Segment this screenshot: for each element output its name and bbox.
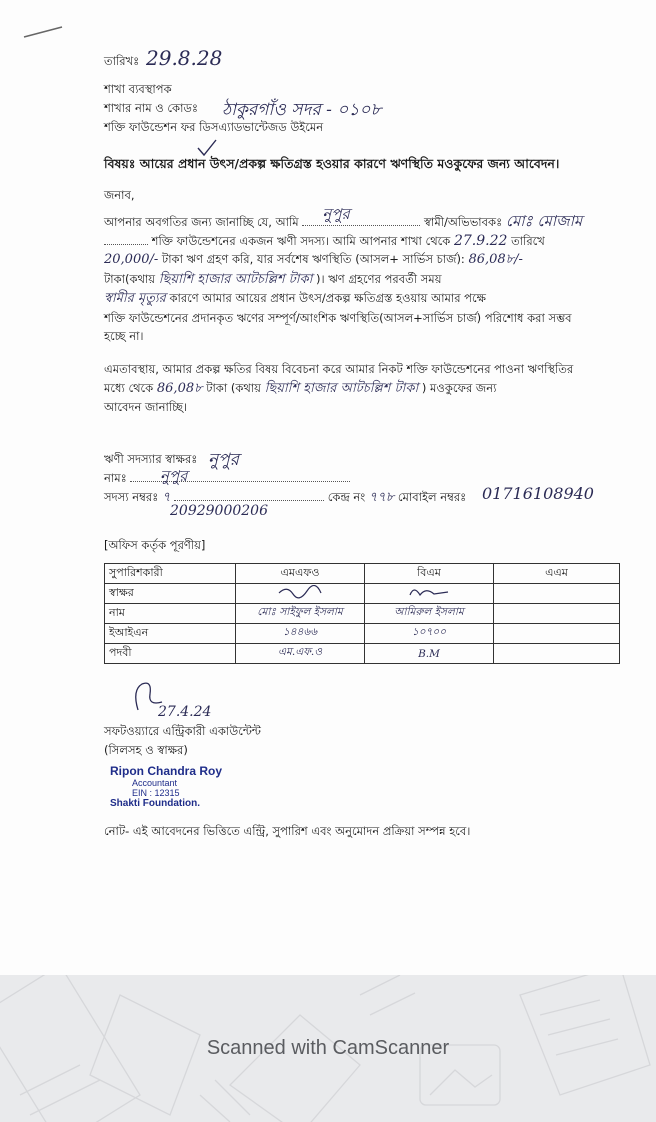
table-row — [105, 604, 620, 624]
waiver-amount: 86,08৮ — [156, 380, 203, 396]
member-signature-label: ঋণী সদস্যার স্বাক্ষরঃ — [104, 452, 198, 466]
paragraph-2 — [104, 360, 624, 417]
footnote: নোট- এই আবেদনের ভিত্তিতে এন্ট্রি, সুপারিশ এবং অনুমোদন প্রক্রিয়া সম্পন্ন হবে। — [104, 824, 471, 838]
bm-signature-cell — [365, 584, 494, 604]
table-header-row — [105, 564, 620, 584]
branch-value: ঠাকুরগাঁও সদর - ০১০৮ — [222, 100, 382, 120]
subject-line: বিষয়ঃ আয়ের প্রধান উৎস/প্রকল্প ক্ষতিগ্রস্ত হওয়ার কারণে ঋণস্থিতি মওকুফের জন্য আবেদন। — [104, 156, 560, 171]
table-cell: ১৪৪৬৬ — [236, 624, 365, 644]
member-number-label: সদস্য নম্বরঃ — [104, 490, 159, 504]
center-label: কেন্দ্র নং — [327, 490, 366, 504]
para1-line6: শক্তি ফাউন্ডেশনের প্রদানকৃত ঋণের সম্পূর্ণ/আংশিক ঋণস্থিতি(আসল+সার্ভিস চার্জ) পরিশোধ করা সম্ভব — [104, 310, 572, 325]
bm-signature-scribble — [404, 585, 454, 599]
para1-line2: শক্তি ফাউন্ডেশনের একজন ঋণী সদস্য। আমি আপনার শাখা থেকে 27.9.22 তারিখে — [104, 232, 624, 251]
mobile-label: মোবাইল নম্বরঃ — [397, 490, 467, 504]
branch-label: শাখার নাম ও কোডঃ — [104, 101, 199, 115]
paragraph-1 — [104, 205, 624, 346]
accountant-seal-stamp — [110, 764, 222, 809]
member-name-row — [104, 470, 350, 485]
date-label: তারিখঃ — [104, 54, 140, 68]
row-label: স্বাক্ষর — [105, 584, 236, 604]
table-cell: মোঃ সাইফুল ইসলাম — [236, 604, 365, 624]
camscanner-watermark: Scanned with CamScanner — [206, 1037, 450, 1059]
stamp-organization: Shakti Foundation. — [110, 798, 200, 809]
table-header: বিএম — [365, 564, 494, 584]
damage-reason: স্বামীর মৃত্যুর — [104, 291, 166, 306]
member-signature: নুপুর — [208, 450, 240, 470]
office-approval-table — [104, 563, 620, 664]
balance-in-words: ছিয়াশি হাজার আটচল্লিশ টাকা — [158, 271, 313, 287]
table-cell: B.M — [365, 644, 494, 664]
office-section-label: [অফিস কর্তৃক পূরণীয়] — [104, 538, 206, 552]
loan-amount: 20,000/- — [104, 252, 159, 267]
stamp-name: Ripon Chandra Roy — [110, 764, 223, 778]
row-label: নাম — [105, 604, 236, 624]
table-cell — [494, 644, 620, 664]
addressee: শাখা ব্যবস্থাপক — [104, 82, 172, 96]
mobile-value: 01716108940 — [482, 484, 594, 503]
para1-line7: হচ্ছে না। — [104, 329, 144, 343]
salutation: জনাব, — [104, 188, 135, 202]
guardian-name: মোঃ মোজাম — [505, 212, 583, 230]
outstanding-balance: 86,08৮/- — [468, 252, 523, 267]
stamp-role: Accountant — [132, 778, 178, 788]
table-cell: আমিরুল ইসলাম — [365, 604, 494, 624]
para2-line2: মধ্যে থেকে 86,08৮ টাকা (কথায় ছিয়াশি হাজার আটচল্লিশ টাকা ) মওকুফের জন্য — [104, 380, 497, 396]
stamp-ein: EIN : 12315 — [132, 788, 180, 798]
row-label: পদবী — [105, 644, 236, 664]
mfo-signature-scribble — [275, 585, 325, 599]
accountant-title: সফটওয়্যারে এন্ট্রিকারী একাউন্টেন্ট — [104, 724, 261, 738]
member-id: 20929000206 — [170, 503, 268, 519]
table-header: এএম — [494, 564, 620, 584]
member-name-value: নুপুর — [160, 467, 188, 485]
table-cell — [494, 604, 620, 624]
table-row — [105, 644, 620, 664]
date-value: 29.8.28 — [146, 46, 223, 70]
table-cell: এম.এফ.ও — [236, 644, 365, 664]
para2-line1: এমতাবস্থায়, আমার প্রকল্প ক্ষতির বিষয় বিবেচনা করে আমার নিকট শক্তি ফাউন্ডেশনের পাওনা ঋণস্থিতির — [104, 362, 574, 376]
pen-stroke-mark — [22, 24, 64, 40]
table-row — [105, 624, 620, 644]
am-signature-cell — [494, 584, 620, 604]
accountant-note: (সিলসহ ও স্বাক্ষর) — [104, 743, 188, 757]
para2-line3: আবেদন জানাচ্ছি। — [104, 400, 188, 414]
mfo-signature-cell — [236, 584, 365, 604]
table-cell: ১০৭০০ — [365, 624, 494, 644]
organization-name: শক্তি ফাউন্ডেশন ফর ডিসএ্যাডভান্টেজড উইমেন — [104, 120, 324, 134]
date-row — [104, 54, 139, 68]
para1-line4: টাকা(কথায় ছিয়াশি হাজার আটচল্লিশ টাকা )। ঋণ গ্রহণের পরবর্তী সময় — [104, 271, 442, 287]
accountant-sign-date: 27.4.24 — [158, 704, 212, 720]
center-value: ৭৭৮ — [368, 490, 395, 505]
check-mark — [196, 138, 218, 158]
member-number-value: ৭ — [161, 490, 171, 505]
table-row — [105, 584, 620, 604]
para1-line5: স্বামীর মৃত্যুর কারণে আমার আয়ের প্রধান উৎস/প্রকল্প ক্ষতিগ্রস্ত হওয়ায় আমার পক্ষে — [104, 291, 486, 306]
row-label: ইআইএন — [105, 624, 236, 644]
borrower-name: নুপুর — [322, 205, 350, 223]
member-number-row — [104, 489, 466, 505]
para1-line1: আপনার অবগতির জন্য জানাচ্ছি যে, আমি নুপুর স্বামী/অভিভাবকঃ মোঃ মোজাম — [104, 205, 583, 230]
table-header: এমএফও — [236, 564, 365, 584]
member-name-label: নামঃ — [104, 471, 127, 485]
table-cell — [494, 624, 620, 644]
waiver-in-words: ছিয়াশি হাজার আটচল্লিশ টাকা — [264, 380, 419, 396]
table-header: সুপারিশকারী — [105, 564, 236, 584]
loan-date: 27.9.22 — [453, 232, 508, 249]
camscanner-footer — [0, 975, 656, 1122]
para1-line3: 20,000/- টাকা ঋণ গ্রহণ করি, যার সর্বশেষ ঋণস্থিতি (আসল+ সার্ভিস চার্জ): 86,08৮/- — [104, 252, 523, 267]
